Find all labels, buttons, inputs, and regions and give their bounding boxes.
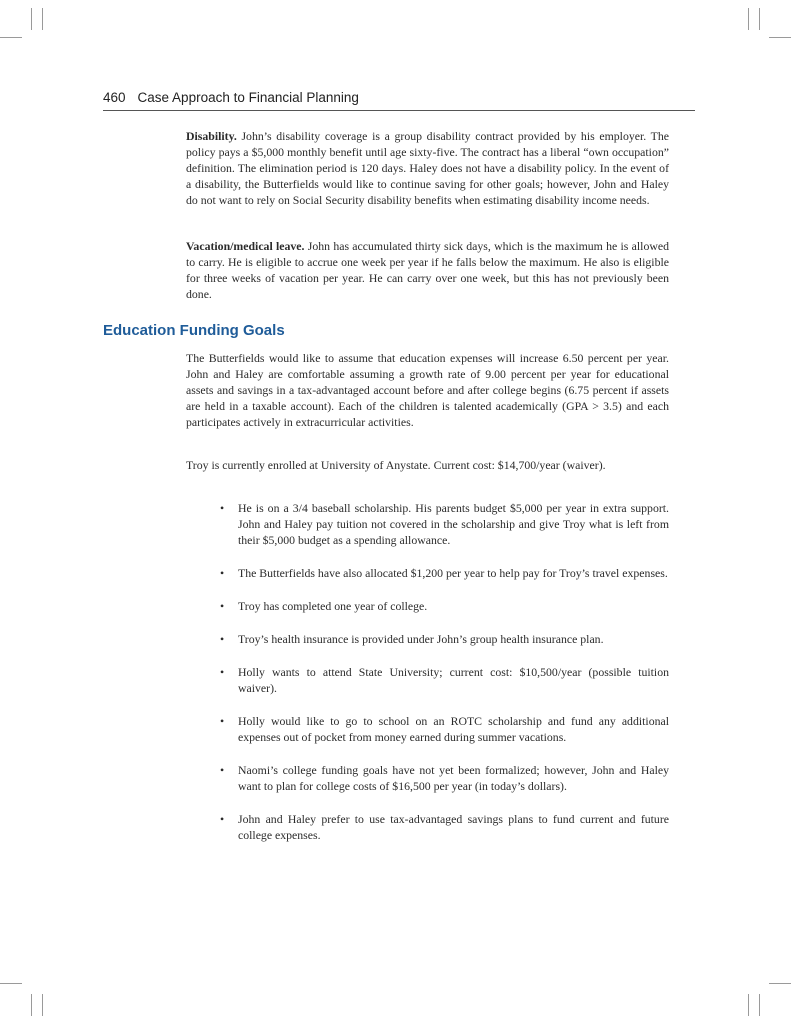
vacation-paragraph	[186, 238, 669, 302]
vacation-label: Vacation/medical leave.	[186, 239, 305, 253]
page-number: 460	[103, 90, 126, 105]
list-item: • He is on a 3/4 baseball scholarship. His parents budget $5,000 per year in extra support. John and Haley pay tuition not covered in the scholarship and give Troy what is left from their $5,000 budget as a spending allowance.	[220, 501, 669, 547]
disability-paragraph	[186, 128, 669, 208]
education-intro-paragraph: The Butterfields would like to assume that education expenses will increase 6.50 percent per year. John and Haley are comfortable assuming a growth rate of 9.00 percent per year for educational assets and savings in a tax-advantaged account before and after college begins (6.75 percent if assets are held in a taxable account). Each of the children is talented academically (GPA > 3.5) and each participates actively in extracurricular activities.	[186, 351, 669, 429]
crop-mark	[748, 8, 749, 30]
bullet-icon: •	[220, 665, 225, 679]
vacation-text: John has accumulated thirty sick days, which is the maximum he is allowed to carry. He is eligible to accrue one week per year if he falls below the maximum. He also is eligible for three weeks of vacation per year. He can carry over one week, but this has not previously been done.	[186, 239, 670, 301]
section-heading: Education Funding Goals	[103, 322, 285, 339]
list-item: • The Butterfields have also allocated $1,200 per year to help pay for Troy’s travel expenses.	[220, 566, 668, 580]
bullet-icon: •	[220, 632, 225, 646]
list-item: • Troy has completed one year of college.	[220, 599, 428, 613]
list-item: • John and Haley prefer to use tax-advantaged savings plans to fund current and future college expenses.	[220, 812, 669, 842]
bullet-icon: •	[220, 714, 225, 728]
crop-mark	[31, 994, 32, 1016]
troy-paragraph: Troy is currently enrolled at University of Anystate. Current cost: $14,700/year (waiver).	[186, 458, 606, 472]
running-title: Case Approach to Financial Planning	[137, 90, 359, 105]
bullet-icon: •	[220, 763, 225, 777]
crop-mark	[759, 8, 760, 30]
crop-mark	[748, 994, 749, 1016]
list-item: • Holly wants to attend State University; current cost: $10,500/year (possible tuition waiver).	[220, 665, 669, 695]
bullet-icon: •	[220, 812, 225, 826]
education-bullet-list	[220, 500, 669, 860]
list-item: • Holly would like to go to school on an ROTC scholarship and fund any additional expenses out of pocket from money earned during summer vacations.	[220, 714, 669, 744]
crop-mark	[31, 8, 32, 30]
disability-label: Disability.	[186, 129, 237, 143]
header-rule	[103, 110, 695, 111]
list-item: • Naomi’s college funding goals have not yet been formalized; however, John and Haley want to plan for college costs of $16,500 per year (in today’s dollars).	[220, 763, 669, 793]
running-header	[103, 90, 703, 105]
crop-mark	[42, 994, 43, 1016]
crop-mark	[0, 983, 22, 984]
bullet-icon: •	[220, 501, 225, 515]
bullet-icon: •	[220, 599, 225, 613]
crop-mark	[0, 37, 22, 38]
crop-mark	[42, 8, 43, 30]
disability-text: John’s disability coverage is a group disability contract provided by his employer. The policy pays a $5,000 monthly benefit until age sixty-five. The contract has a liberal “own occupation” definition. The elimination period is 120 days. Haley does not have a disability policy. In the event of a disability, the Butterfields would like to continue saving for other goals; however, John and Haley do not want to rely on Social Security disability benefits when estimating disability income needs.	[186, 129, 669, 207]
crop-mark	[759, 994, 760, 1016]
bullet-icon: •	[220, 566, 225, 580]
crop-mark	[769, 37, 791, 38]
list-item: • Troy’s health insurance is provided under John’s group health insurance plan.	[220, 632, 604, 646]
crop-mark	[769, 983, 791, 984]
